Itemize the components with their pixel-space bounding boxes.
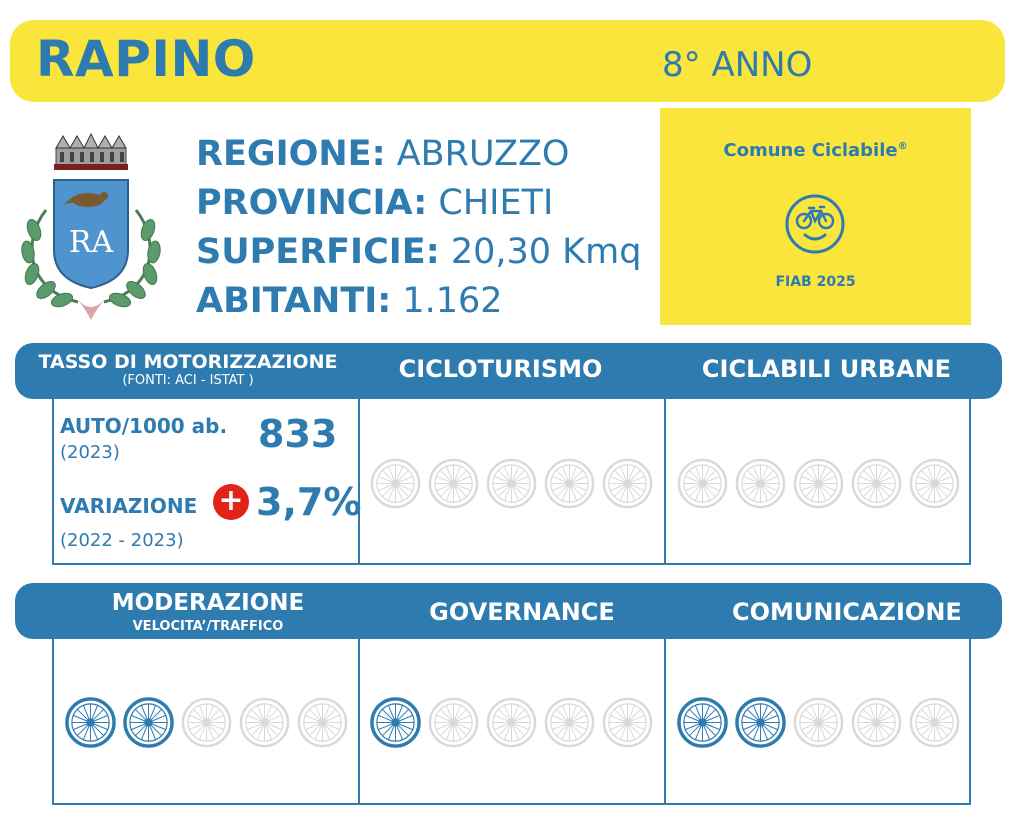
cycle-tourism-title: CICLOTURISMO	[398, 355, 603, 383]
badge-title-text: Comune Ciclabile	[723, 140, 898, 161]
wheel-inactive-icon	[792, 457, 845, 510]
cars-label: AUTO/1000 ab.	[60, 414, 228, 438]
cars-value: 833	[258, 412, 338, 456]
registered-mark: ®	[897, 141, 908, 152]
wheel-active-icon	[122, 696, 175, 749]
wheel-inactive-icon	[601, 696, 654, 749]
variation-years: (2022 - 2023)	[60, 530, 184, 551]
governance-title: GOVERNANCE	[429, 598, 615, 626]
wheel-inactive-icon	[369, 457, 422, 510]
region-value: ABRUZZO	[396, 134, 570, 174]
governance-rating	[369, 696, 654, 749]
wheel-active-icon	[734, 696, 787, 749]
urban-cycle-title: CICLABILI URBANE	[701, 355, 952, 383]
wheel-inactive-icon	[238, 696, 291, 749]
region-row	[196, 134, 569, 174]
wheel-inactive-icon	[908, 696, 961, 749]
town-name: RAPINO	[36, 30, 256, 88]
cycle-tourism-rating	[369, 457, 654, 510]
population-row	[196, 281, 503, 321]
population-value: 1.162	[402, 281, 503, 321]
province-row	[196, 183, 553, 223]
crown-icon	[54, 134, 128, 170]
wheel-inactive-icon	[543, 696, 596, 749]
wheel-inactive-icon	[485, 457, 538, 510]
moderation-subtitle: VELOCITA’/TRAFFICO	[132, 619, 284, 634]
motorization-title: TASSO DI MOTORIZZAZIONE	[38, 351, 338, 373]
badge-year: FIAB 2025	[775, 274, 856, 290]
cars-year: (2023)	[60, 442, 120, 463]
province-value: CHIETI	[438, 183, 554, 223]
wheel-inactive-icon	[427, 457, 480, 510]
wheel-active-icon	[64, 696, 117, 749]
wheel-inactive-icon	[850, 696, 903, 749]
wheel-inactive-icon	[601, 457, 654, 510]
region-key: REGIONE:	[196, 134, 386, 174]
communication-rating	[676, 696, 961, 749]
population-key: ABITANTI:	[196, 281, 392, 321]
wheel-inactive-icon	[296, 696, 349, 749]
province-key: PROVINCIA:	[196, 183, 428, 223]
wheel-inactive-icon	[850, 457, 903, 510]
edition-year: 8° ANNO	[662, 45, 813, 85]
wheel-inactive-icon	[180, 696, 233, 749]
coat-of-arms-icon	[16, 130, 166, 322]
comune-ciclabile-badge	[660, 108, 971, 325]
area-value: 20,30 Kmq	[450, 232, 642, 272]
motorization-sources: (FONTI: ACI - ISTAT )	[122, 373, 254, 388]
smiling-bicycle-icon	[783, 192, 847, 256]
area-row	[196, 232, 641, 272]
wheel-inactive-icon	[734, 457, 787, 510]
communication-title: COMUNICAZIONE	[732, 598, 962, 626]
wheel-inactive-icon	[676, 457, 729, 510]
area-key: SUPERFICIE:	[196, 232, 440, 272]
wheel-inactive-icon	[792, 696, 845, 749]
wheel-active-icon	[369, 696, 422, 749]
variation-label: VARIAZIONE	[60, 494, 198, 518]
wheel-inactive-icon	[427, 696, 480, 749]
wheel-inactive-icon	[543, 457, 596, 510]
moderation-title: MODERAZIONE	[111, 590, 305, 616]
variation-value: 3,7%	[256, 480, 362, 524]
badge-title	[660, 140, 971, 161]
moderation-rating	[64, 696, 349, 749]
wheel-inactive-icon	[485, 696, 538, 749]
wheel-inactive-icon	[908, 457, 961, 510]
wheel-active-icon	[676, 696, 729, 749]
plus-icon: +	[213, 484, 249, 520]
urban-cycle-rating	[676, 457, 961, 510]
crest-letters: RA	[68, 225, 114, 260]
ribbon-icon	[78, 300, 104, 320]
